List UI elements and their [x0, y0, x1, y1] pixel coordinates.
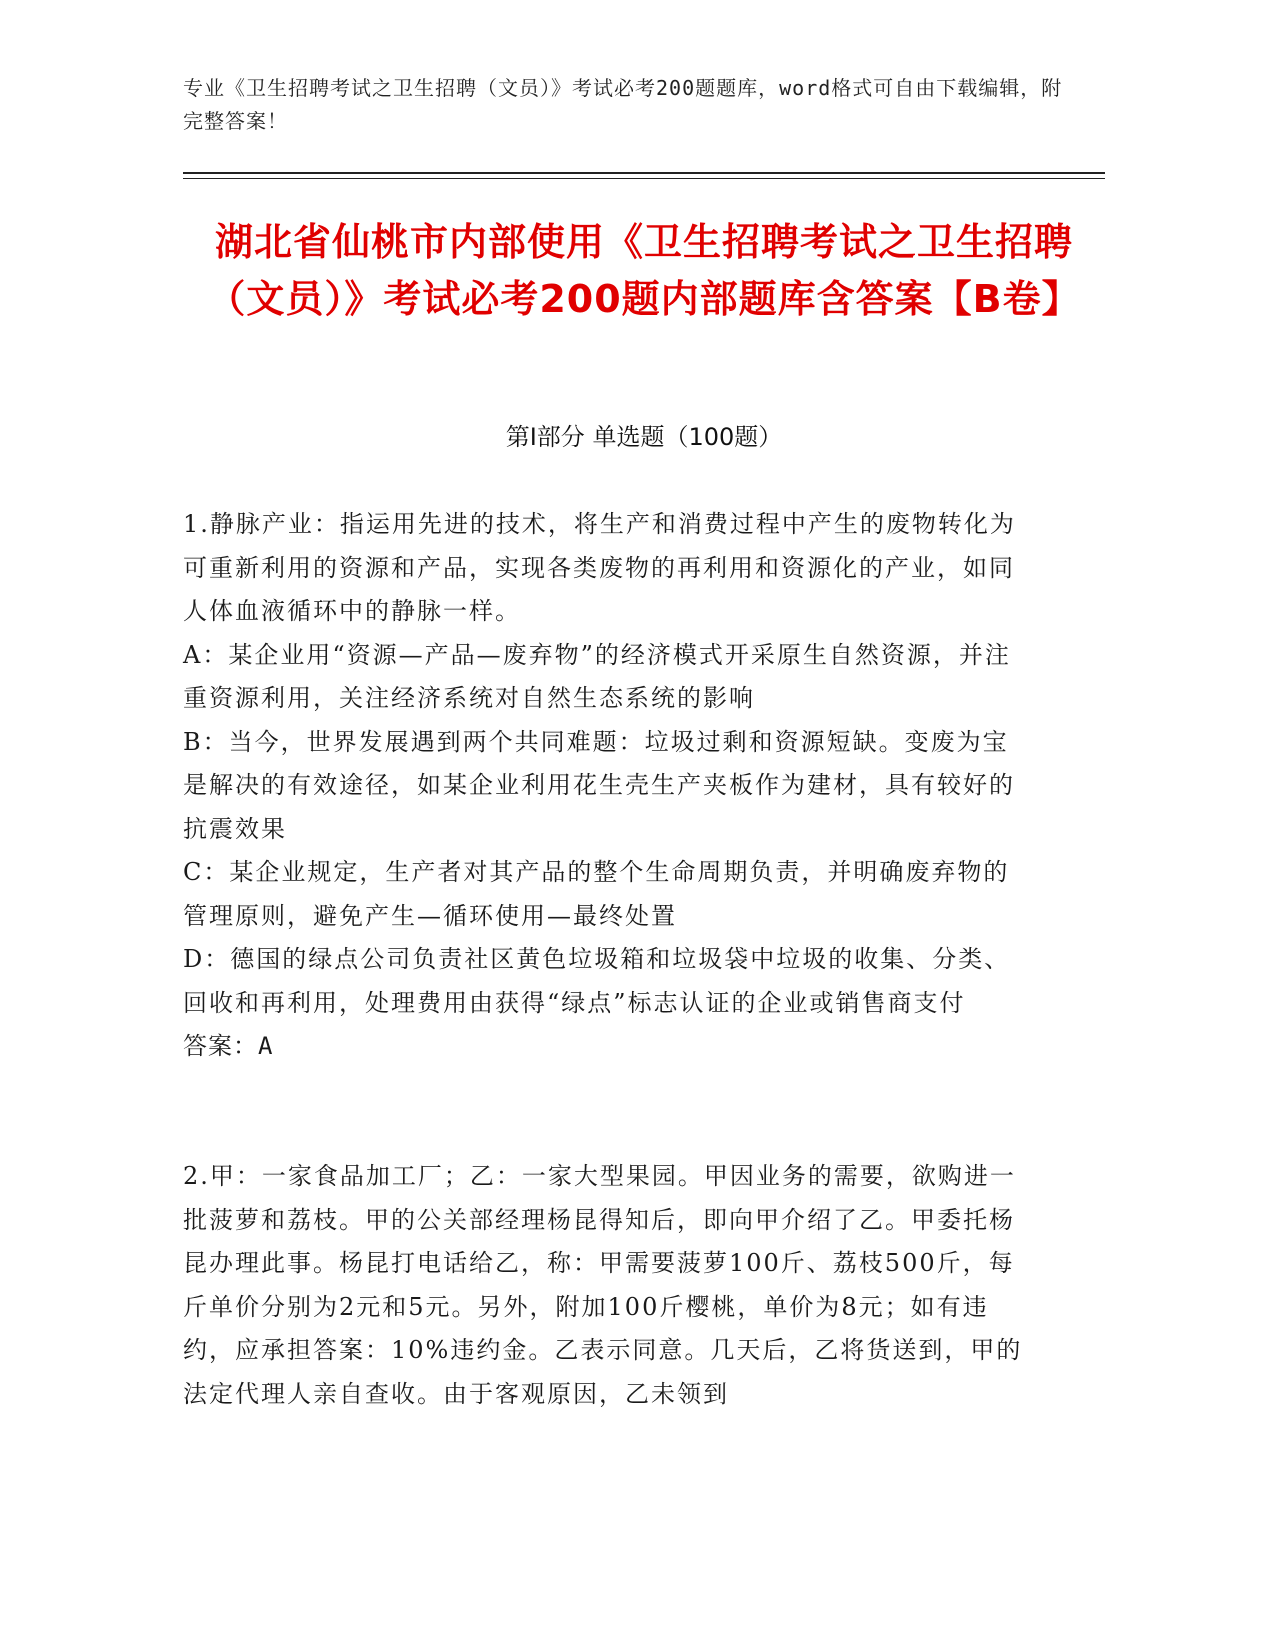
option-b: B：当今，世界发展遇到两个共同难题：垃圾过剩和资源短缺。变废为宝是解决的有效途径，如某企业利用花生壳生产夹板作为建材，具有较好的抗震效果: [183, 727, 1015, 843]
question-1: [183, 503, 1033, 1069]
question-stem: 2.甲：一家食品加工厂；乙：一家大型果园。甲因业务的需要，欲购进一批菠萝和荔枝。甲的公关部经理杨昆得知后，即向甲介绍了乙。甲委托杨昆办理此事。杨昆打电话给乙，称：甲需要菠萝100斤、荔枝500斤，每斤单价分别为2元和5元。另外，附加100斤樱桃，单价为8元；如有违约，应承担答案：10%违约金。乙表示同意。几天后，乙将货送到，甲的法定代理人亲自查收。由于客观原因，乙未领到: [183, 1162, 1023, 1408]
question-2: [183, 1155, 1033, 1416]
section-heading: 第Ⅰ部分 单选题（100题）: [505, 423, 783, 451]
question-stem: 1.静脉产业：指运用先进的技术，将生产和消费过程中产生的废物转化为可重新利用的资源和产品，实现各类废物的再利用和资源化的产业，如同人体血液循环中的静脉一样。: [183, 510, 1016, 625]
option-c: C：某企业规定，生产者对其产品的整个生命周期负责，并明确废弃物的管理原则，避免产生—循环使用—最终处置: [183, 858, 1010, 930]
answer-line: [183, 1025, 1033, 1069]
answer-value: A: [258, 1032, 274, 1060]
option-d: D：德国的绿点公司负责社区黄色垃圾箱和垃圾袋中垃圾的收集、分类、回收和再利用，处理费用由获得“绿点”标志认证的企业或销售商支付: [183, 945, 1011, 1017]
document-title: 湖北省仙桃市内部使用《卫生招聘考试之卫生招聘（文员）》考试必考200题内部题库含答案【B卷】: [207, 220, 1081, 321]
header-divider-thin: [183, 178, 1105, 179]
header-divider-thick: [183, 172, 1105, 174]
header-note: 专业《卫生招聘考试之卫生招聘（文员）》考试必考200题题库，word格式可自由下载编辑，附完整答案！: [183, 76, 1063, 133]
option-a: A：某企业用“资源—产品—废弃物”的经济模式开采原生自然资源，并注重资源利用，关注经济系统对自然生态系统的影响: [183, 640, 1011, 712]
answer-label: 答案：: [183, 1032, 258, 1060]
